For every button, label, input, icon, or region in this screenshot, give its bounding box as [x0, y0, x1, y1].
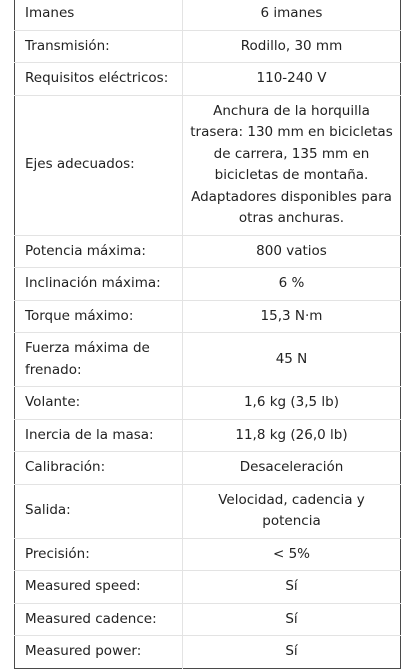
spec-row-electrical-requirements	[15, 63, 401, 96]
spec-value: 6 imanes	[260, 5, 323, 21]
spec-value: Anchura de la horquilla trasera: 130 mm en bicicletas de carrera, 135 mm en bicicletas de montaña. Adaptadores disponibles para otras anchuras.	[183, 95, 401, 235]
spec-label: Transmisión:	[15, 30, 183, 63]
spec-value: 1,6 kg (3,5 lb)	[183, 387, 401, 420]
spec-row-max-braking-force	[15, 333, 401, 387]
spec-value: Velocidad, cadencia y potencia	[183, 484, 401, 538]
spec-label: Requisitos eléctricos:	[15, 63, 183, 96]
spec-value: Sí	[183, 571, 401, 604]
spec-row-magnets	[15, 0, 401, 30]
spec-label: Torque máximo:	[15, 300, 183, 333]
spec-row-max-torque	[15, 300, 401, 333]
spec-label: Volante:	[15, 387, 183, 420]
spec-value: 11,8 kg (26,0 lb)	[183, 419, 401, 452]
spec-label: Imanes	[15, 0, 183, 30]
specifications-table	[14, 0, 401, 669]
spec-label: Potencia máxima:	[15, 235, 183, 268]
spec-label: Measured speed:	[15, 571, 183, 604]
spec-value: < 5%	[183, 538, 401, 571]
spec-label: Inercia de la masa:	[15, 419, 183, 452]
spec-row-calibration	[15, 452, 401, 485]
spec-label: Ejes adecuados:	[15, 95, 183, 235]
spec-value: Sí	[183, 603, 401, 636]
spec-value: 15,3 N·m	[183, 300, 401, 333]
spec-row-max-incline	[15, 268, 401, 301]
spec-row-transmission	[15, 30, 401, 63]
spec-value: 6 %	[183, 268, 401, 301]
spec-row-measured-power	[15, 636, 401, 669]
spec-value: 110-240 V	[183, 63, 401, 96]
spec-label: Measured power:	[15, 636, 183, 669]
spec-row-flywheel	[15, 387, 401, 420]
spec-value: 45 N	[183, 333, 401, 387]
spec-value: 800 vatios	[183, 235, 401, 268]
spec-row-max-power	[15, 235, 401, 268]
spec-row-mass-inertia	[15, 419, 401, 452]
spec-value: Sí	[183, 636, 401, 669]
spec-row-measured-cadence	[15, 603, 401, 636]
spec-label: Measured cadence:	[15, 603, 183, 636]
spec-label: Salida:	[15, 484, 183, 538]
spec-label: Calibración:	[15, 452, 183, 485]
spec-row-suitable-axles	[15, 95, 401, 235]
spec-label: Fuerza máxima de frenado:	[15, 333, 183, 387]
spec-row-output	[15, 484, 401, 538]
spec-row-accuracy	[15, 538, 401, 571]
spec-value: Rodillo, 30 mm	[183, 30, 401, 63]
spec-label: Precisión:	[15, 538, 183, 571]
spec-row-measured-speed	[15, 571, 401, 604]
spec-value: Desaceleración	[183, 452, 401, 485]
spec-label: Inclinación máxima:	[15, 268, 183, 301]
